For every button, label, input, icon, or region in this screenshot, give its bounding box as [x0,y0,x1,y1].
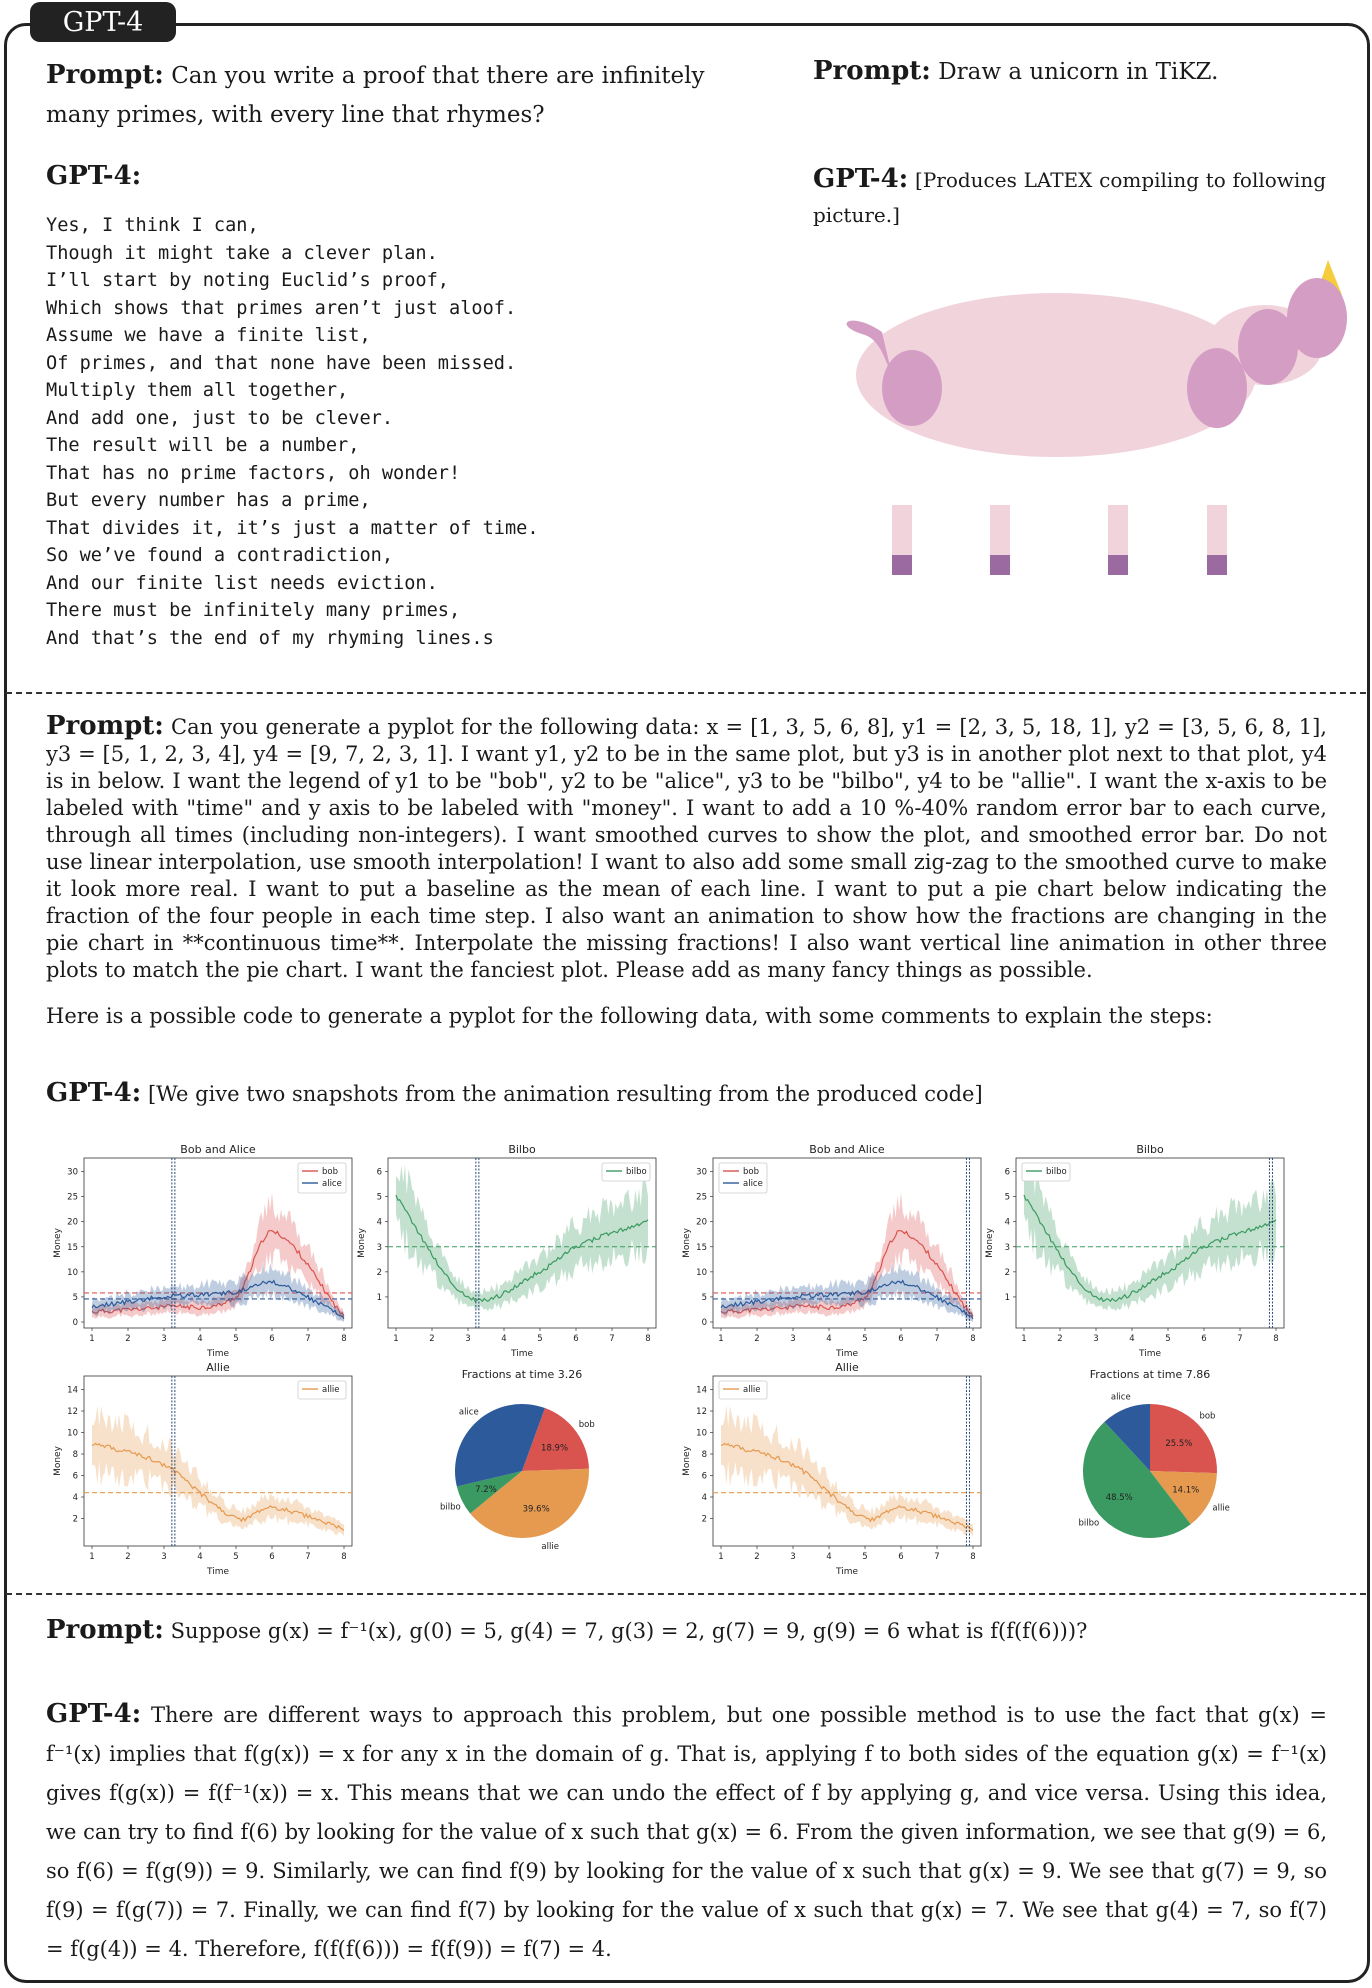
animation-snapshots [0,1138,1372,1578]
y-tick-label: 14 [67,1385,78,1396]
y-tick-label: 8 [72,1450,78,1461]
pie-title: Fractions at time 3.26 [461,1368,583,1381]
unicorn-hoof [1207,555,1227,575]
x-tick-label: 6 [573,1334,579,1344]
q2-prompt-label: Prompt: [813,56,931,86]
q3-prompt-label: Prompt: [46,711,164,741]
x-tick-label: 4 [197,1552,203,1562]
unicorn-leg [1108,505,1128,557]
y-tick-label: 15 [67,1242,78,1253]
unicorn-hoof [892,555,912,575]
x-tick-label: 7 [305,1552,311,1562]
y-tick-label: 4 [701,1493,707,1504]
poem-line: And that’s the end of my rhyming lines.s [46,627,494,649]
x-tick-label: 4 [826,1334,832,1344]
x-tick-label: 3 [161,1552,167,1562]
unicorn-drawing [820,250,1350,590]
q3-answer-text: [We give two snapshots from the animation resulting from the produced code] [147,1082,983,1106]
x-axis-label: Time [835,1567,859,1577]
plot-title: Bob and Alice [180,1143,256,1156]
x-tick-label: 2 [125,1334,131,1344]
unicorn-hoof [990,555,1010,575]
y-tick-label: 5 [1004,1192,1010,1203]
x-tick-label: 7 [609,1334,615,1344]
q2-prompt [813,58,1333,86]
x-tick-label: 8 [341,1552,347,1562]
plot-title: Bob and Alice [809,1143,885,1156]
x-tick-label: 8 [970,1334,976,1344]
pie-label: bob [1199,1411,1216,1422]
y-tick-label: 20 [696,1217,707,1228]
x-tick-label: 7 [305,1334,311,1344]
x-tick-label: 5 [233,1334,239,1344]
q3-answer [46,1080,1327,1108]
q3-prompt-text: Can you generate a pyplot for the following data: x = [1, 3, 5, 6, 8], y1 = [2, 3, 5, 18, 1], y2 = [3, 5, 6, 8, 1], y3 = [5, 1, 2, 3, 4], y4 = [9, 7, 2, 3, 1]. I want y1, y2 to be in the same plot, but y3 is in another plot next to that plot, y4 is in below. I want the legend of y1 to be "bob", y2 to be "alice", y3 to be "bilbo", y4 to be "allie". I want the x-axis to be labeled with "time" and y axis to be labeled with "money". I want to add a 10 %-40% random error bar to each curve, through all times (including non-integers). I want smoothed curves to show the plot, and smoothed error bar. Do not use linear interpolation, use smooth interpolation! I want to also add some small zig-zag to the smoothed curve to make it look more real. I want to put a baseline as the mean of each line. I want to put a pie chart below indicating the fraction of the four people in each time step. I also want an animation to show how the fractions are changing in the pie chart in **continuous time**. Interpolate the missing fractions! I also want vertical line animation in other three plots to match the pie chart. I want the fanciest plot. Please add as many fancy things as possible. [46,715,1327,982]
pie-label: allie [541,1541,559,1552]
q2-answer-text: [Produces LATEX compiling to following picture.] [813,168,1326,227]
legend-label-bob: bob [322,1167,338,1177]
x-tick-label: 3 [790,1334,796,1344]
y-tick-label: 12 [67,1407,78,1418]
x-tick-label: 2 [429,1334,435,1344]
x-tick-label: 7 [934,1334,940,1344]
pie-pct-label: 48.5% [1105,1492,1133,1503]
x-tick-label: 1 [718,1334,724,1344]
y-tick-label: 6 [701,1471,707,1482]
section-divider [6,1593,1366,1595]
poem-line: Assume we have a finite list, [46,325,371,346]
pie-label: allie [1212,1503,1230,1514]
y-axis-label: Money [53,1228,63,1258]
poem-line: That has no prime factors, oh wonder! [46,462,461,484]
y-tick-label: 1 [1004,1292,1010,1303]
y-tick-label: 15 [696,1242,707,1253]
unicorn-spot [882,350,942,426]
unicorn-leg [990,505,1010,557]
y-tick-label: 10 [67,1428,78,1439]
q1-poem [46,212,539,652]
y-tick-label: 10 [696,1267,707,1278]
pie-pct-label: 39.6% [522,1504,550,1515]
legend-label-allie: allie [743,1385,761,1395]
q3-prompt [46,713,1327,984]
pie-label: bilbo [1078,1518,1100,1529]
poem-line: There must be infinitely many primes, [46,600,461,621]
legend-label-alice: alice [743,1179,763,1189]
y-tick-label: 0 [72,1318,78,1328]
poem-line: So we’ve found a contradiction, [46,545,394,566]
y-tick-label: 4 [72,1493,78,1504]
x-tick-label: 4 [826,1552,832,1562]
x-tick-label: 5 [862,1552,868,1562]
y-tick-label: 10 [696,1428,707,1439]
legend-label-bilbo: bilbo [1046,1167,1067,1177]
x-tick-label: 8 [970,1552,976,1562]
unicorn-spot [1287,278,1347,358]
q2-answer-label: GPT-4: [813,164,909,194]
x-tick-label: 5 [1165,1334,1171,1344]
x-tick-label: 1 [718,1552,724,1562]
y-tick-label: 25 [67,1192,78,1203]
plot-title: Allie [206,1361,230,1374]
x-tick-label: 3 [1093,1334,1099,1344]
x-tick-label: 8 [1273,1334,1279,1344]
legend-label-allie: allie [322,1385,340,1395]
x-tick-label: 3 [790,1552,796,1562]
x-tick-label: 1 [89,1334,95,1344]
y-tick-label: 30 [67,1167,78,1178]
poem-line: But every number has a prime, [46,490,371,511]
x-tick-label: 2 [754,1334,760,1344]
y-tick-label: 6 [1004,1167,1010,1178]
q1-prompt [46,56,766,135]
pie-pct-label: 18.9% [541,1443,569,1454]
x-tick-label: 6 [898,1552,904,1562]
x-tick-label: 6 [1201,1334,1207,1344]
q4-prompt-label: Prompt: [46,1615,164,1645]
y-tick-label: 5 [376,1192,382,1203]
legend-label-alice: alice [322,1179,342,1189]
pie-pct-label: 7.2% [475,1484,497,1495]
y-tick-label: 25 [696,1192,707,1203]
legend-label-bilbo: bilbo [626,1167,647,1177]
q1-prompt-text: Can you write a proof that there are infinitely many primes, with every line that rhymes? [46,63,705,128]
x-tick-label: 7 [1237,1334,1243,1344]
y-tick-label: 2 [701,1514,707,1525]
y-axis-label: Money [53,1446,63,1476]
poem-line: Of primes, and that none have been missed. [46,352,517,374]
x-tick-label: 1 [89,1552,95,1562]
y-tick-label: 0 [701,1318,707,1328]
q4-prompt [46,1617,1327,1645]
plot-title: Bilbo [508,1143,536,1156]
x-tick-label: 2 [1057,1334,1063,1344]
x-tick-label: 5 [233,1552,239,1562]
plot-title: Allie [835,1361,859,1374]
q4-answer-label: GPT-4: [46,1699,142,1729]
x-tick-label: 6 [269,1552,275,1562]
q1-prompt-label: Prompt: [46,60,164,90]
poem-line: Which shows that primes aren’t just aloof. [46,297,517,319]
unicorn-spot [1187,348,1247,428]
x-tick-label: 4 [197,1334,203,1344]
q2-answer [813,162,1326,233]
pie-label: bob [578,1420,595,1431]
x-tick-label: 4 [501,1334,507,1344]
x-tick-label: 4 [1129,1334,1135,1344]
pie-pct-label: 14.1% [1172,1485,1200,1496]
x-axis-label: Time [206,1349,230,1359]
y-axis-label: Money [682,1228,692,1258]
q3-code-intro: Here is a possible code to generate a pyplot for the following data, with some comments to explain the steps: [46,1004,1213,1028]
y-tick-label: 4 [1004,1217,1010,1228]
y-tick-label: 3 [376,1242,382,1253]
x-tick-label: 7 [934,1552,940,1562]
poem-line: And add one, just to be clever. [46,407,394,429]
y-tick-label: 12 [696,1407,707,1418]
x-tick-label: 2 [125,1552,131,1562]
section-divider [6,692,1366,694]
poem-line: The result will be a number, [46,435,360,456]
y-tick-label: 30 [696,1167,707,1178]
q1-answer-label: GPT-4: [46,161,142,191]
y-tick-label: 6 [72,1471,78,1482]
y-tick-label: 8 [701,1450,707,1461]
q3-answer-label: GPT-4: [46,1078,142,1108]
pie-label: bilbo [439,1502,461,1513]
y-tick-label: 5 [72,1292,78,1303]
x-tick-label: 5 [862,1334,868,1344]
unicorn-leg [892,505,912,557]
y-tick-label: 5 [701,1292,707,1303]
x-tick-label: 8 [341,1334,347,1344]
y-tick-label: 14 [696,1385,707,1396]
model-badge: GPT-4 [30,2,176,42]
x-axis-label: Time [1138,1349,1162,1359]
x-axis-label: Time [206,1567,230,1577]
unicorn-hoof [1108,555,1128,575]
y-axis-label: Money [357,1228,367,1258]
y-tick-label: 10 [67,1267,78,1278]
y-tick-label: 2 [376,1267,382,1278]
x-tick-label: 2 [754,1552,760,1562]
y-tick-label: 6 [376,1167,382,1178]
y-tick-label: 4 [376,1217,382,1228]
poem-line: Multiply them all together, [46,380,349,401]
poem-line: Though it might take a clever plan. [46,242,438,264]
y-tick-label: 1 [376,1292,382,1303]
x-tick-label: 6 [269,1334,275,1344]
x-tick-label: 6 [898,1334,904,1344]
x-axis-label: Time [835,1349,859,1359]
pie-label: alice [458,1407,479,1418]
pie-label: alice [1110,1392,1131,1403]
y-axis-label: Money [682,1446,692,1476]
q4-prompt-text: Suppose g(x) = f⁻¹(x), g(0) = 5, g(4) = 7, g(3) = 2, g(7) = 9, g(9) = 6 what is f(f(f(6)))? [170,1619,1088,1643]
q2-prompt-text: Draw a unicorn in TiKZ. [938,59,1219,85]
legend-label-bob: bob [743,1167,759,1177]
x-tick-label: 1 [393,1334,399,1344]
x-tick-label: 5 [537,1334,543,1344]
x-tick-label: 3 [161,1334,167,1344]
q4-answer-text: There are different ways to approach this problem, but one possible method is to use the fact that g(x) = f⁻¹(x) implies that f(g(x)) = x for any x in the domain of g. That is, applying f to both sides of the equation g(x) = f⁻¹(x) gives f(g(x)) = f(f⁻¹(x)) = x. This means that we can undo the effect of f by applying g, and vice versa. Using this idea, we can try to find f(6) by looking for the value of x such that g(x) = 6. From the given information, we see that g(9) = 6, so f(6) = f(g(9)) = 9. Similarly, we can find f(9) by looking for the value of x such that g(x) = 9. We see that g(7) = 9, so f(9) = f(g(7)) = 7. Finally, we can find f(7) by looking for the value of x such that g(x) = 7. We see that g(4) = 7, so f(7) = f(g(4)) = 4. Therefore, f(f(f(6))) = f(f(9)) = f(7) = 4. [46,1703,1327,1961]
x-tick-label: 8 [645,1334,651,1344]
pie-title: Fractions at time 7.86 [1089,1368,1211,1381]
poem-line: Yes, I think I can, [46,215,259,236]
y-axis-label: Money [985,1228,995,1258]
poem-line: I’ll start by noting Euclid’s proof, [46,270,449,291]
unicorn-leg [1207,505,1227,557]
poem-line: And our finite list needs eviction. [46,572,438,594]
y-tick-label: 2 [1004,1267,1010,1278]
y-tick-label: 20 [67,1217,78,1228]
x-axis-label: Time [510,1349,534,1359]
q4-answer [46,1695,1327,1969]
y-tick-label: 3 [1004,1242,1010,1253]
pie-pct-label: 25.5% [1165,1439,1193,1450]
poem-line: That divides it, it’s just a matter of time. [46,517,539,539]
x-tick-label: 3 [465,1334,471,1344]
plot-title: Bilbo [1136,1143,1164,1156]
y-tick-label: 2 [72,1514,78,1525]
x-tick-label: 1 [1021,1334,1027,1344]
